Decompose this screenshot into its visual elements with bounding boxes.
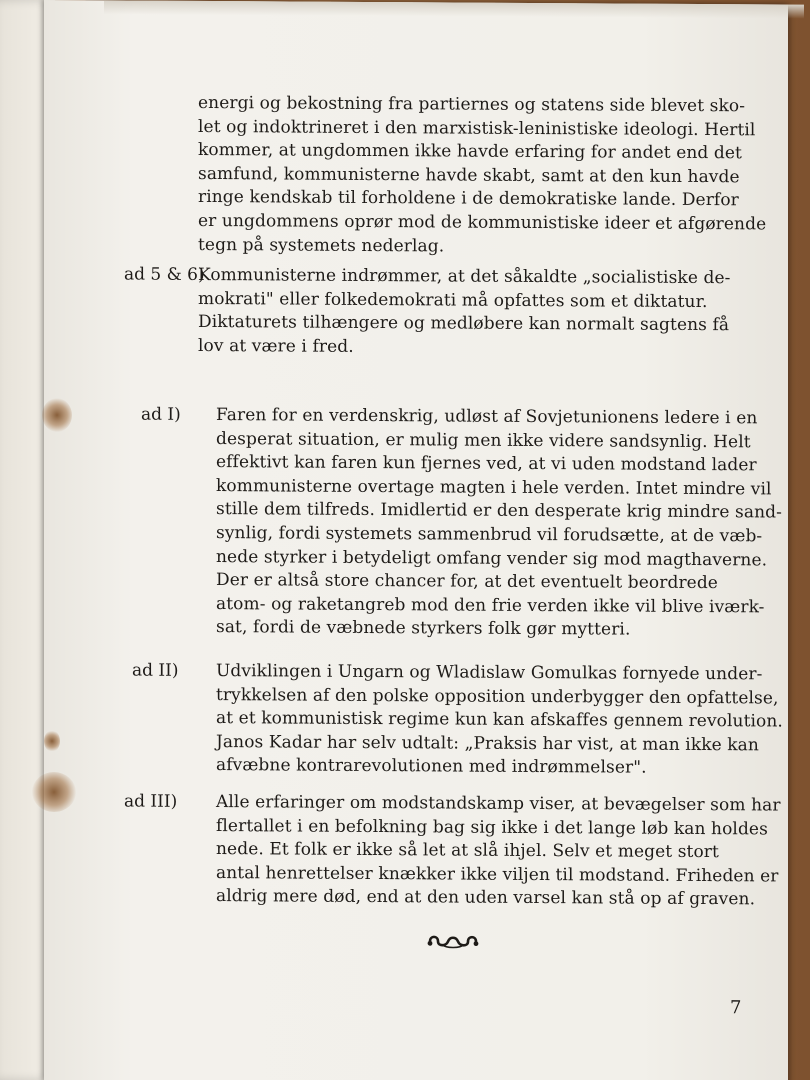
section-label: ad 5 & 6) xyxy=(124,264,205,285)
paragraph-ad-ii xyxy=(216,660,783,781)
text-line: atom- og raketangreb mod den frie verden ikke vil blive iværk- xyxy=(216,593,765,618)
text-line: stille dem tilfreds. Imidlertid er den desperate krig mindre sand- xyxy=(216,499,782,523)
paragraph-ad-5-6 xyxy=(198,264,731,361)
text-line: mokrati" eller folkedemokrati må opfattes som et diktatur. xyxy=(198,288,708,312)
text-line: trykkelsen af den polske opposition underbygger den opfattelse, xyxy=(216,684,779,709)
book-page xyxy=(44,0,788,1080)
text-line: afvæbne kontrarevolutionen med indrømmelser". xyxy=(216,755,647,779)
text-line: ringe kendskab til forholdene i de demokratiske lande. Derfor xyxy=(198,187,739,211)
text-line: Janos Kadar har selv udtalt: „Praksis har vist, at man ikke kan xyxy=(216,731,759,756)
text-line: let og indoktrineret i den marxistisk-leninistiske ideologi. Hertil xyxy=(198,116,756,140)
binding-stain xyxy=(32,772,76,812)
paragraph-continuation xyxy=(198,92,767,260)
binding-stain xyxy=(42,398,72,432)
text-line: Alle erfaringer om modstandskamp viser, at bevægelser som har xyxy=(216,792,781,816)
section-label: ad I) xyxy=(141,404,181,425)
scroll-ornament-icon xyxy=(426,932,480,950)
text-line: sat, fordi de væbnede styrkers folk gør mytteri. xyxy=(216,617,631,640)
text-line: er ungdommens oprør mod de kommunistiske ideer et afgørende xyxy=(198,210,767,235)
text-line: at et kommunistisk regime kun kan afskaffes gennem revolution. xyxy=(216,708,783,732)
text-line: effektivt kan faren kun fjernes ved, at vi uden modstand lader xyxy=(216,452,757,476)
section-label: ad II) xyxy=(132,660,179,681)
text-line: samfund, kommunisterne havde skabt, samt at den kun havde xyxy=(198,163,740,188)
binding-stain xyxy=(44,730,60,752)
text-line: Udviklingen i Ungarn og Wladislaw Gomulkas fornyede under- xyxy=(216,661,763,685)
text-line: desperat situation, er mulig men ikke videre sandsynlig. Helt xyxy=(216,428,751,452)
text-line: nede styrker i betydeligt omfang vender sig mod magthaverne. xyxy=(216,546,768,570)
text-line: Diktaturets tilhængere og medløbere kan normalt sagtens få xyxy=(198,312,730,336)
text-line: tegn på systemets nederlag. xyxy=(198,234,445,257)
text-line: antal henrettelser knækker ikke viljen til modstand. Friheden er xyxy=(216,862,779,887)
text-line: Der er altså store chancer for, at det eventuelt beordrede xyxy=(216,570,718,594)
text-line: energi og bekostning fra partiernes og statens side blevet sko- xyxy=(198,92,746,117)
text-line: aldrig mere død, end at den uden varsel kan stå op af graven. xyxy=(216,886,756,910)
text-line: Kommunisterne indrømmer, at det såkaldte „socialistiske de- xyxy=(198,264,731,289)
paragraph-ad-iii xyxy=(216,791,781,912)
paragraph-ad-i xyxy=(216,404,782,643)
text-line: synlig, fordi systemets sammenbrud vil forudsætte, at de væb- xyxy=(216,523,763,547)
text-line: Faren for en verdenskrig, udløst af Sovjetunionens ledere i en xyxy=(216,405,758,429)
page-number: 7 xyxy=(730,997,742,1019)
section-label: ad III) xyxy=(124,791,178,812)
text-line: kommer, at ungdommen ikke havde erfaring for andet end det xyxy=(198,140,742,164)
text-line: lov at være i fred. xyxy=(198,335,354,357)
text-line: nede. Et folk er ikke så let at slå ihjel. Selv et meget stort xyxy=(216,839,719,863)
page-shadow xyxy=(104,0,804,18)
text-line: flertallet i en befolkning bag sig ikke i det lange løb kan holdes xyxy=(216,815,768,840)
text-line: kommunisterne overtage magten i hele verden. Intet mindre vil xyxy=(216,475,772,500)
